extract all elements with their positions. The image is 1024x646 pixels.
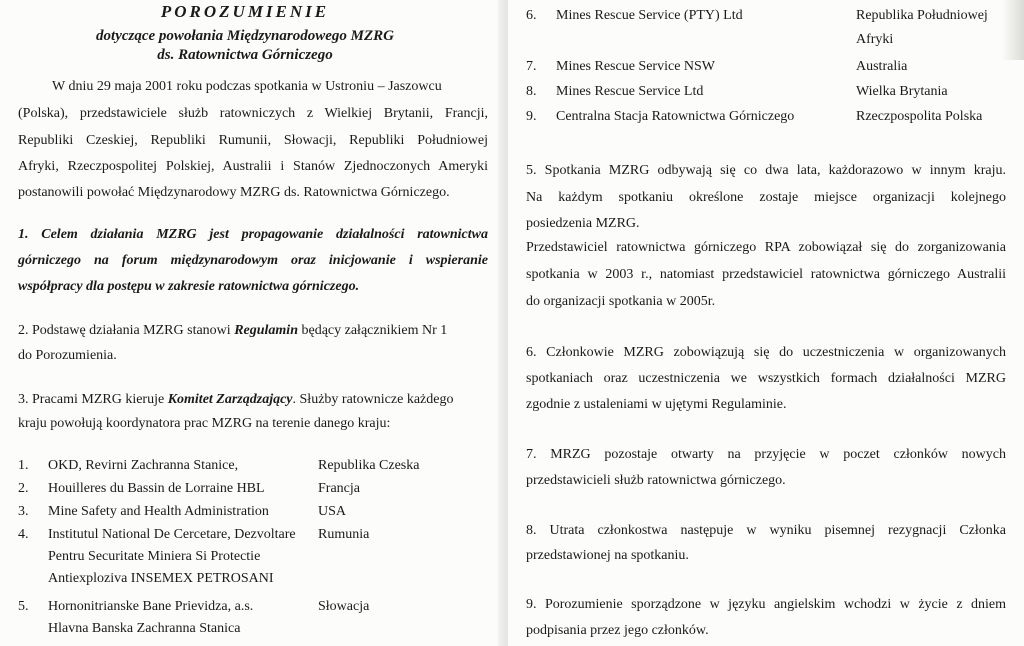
komitet-term: Komitet Zarządzający	[167, 392, 293, 407]
member-row-5: 5. Hornonitrianske Bane Prievidza, a.s. Hlavna Banska Zachranna Stanica Słowacja	[18, 599, 370, 636]
para5-line-2: Na każdym spotkaniu określone zostaje miejsce organizacji kolejnego	[526, 190, 1006, 205]
document-title: POROZUMIENIE	[160, 2, 330, 21]
para5-line-4: Przedstawiciel ratownictwa górniczego RPA zobowiązał się do zorganizowania	[526, 240, 1006, 255]
para1-line-1: 1. Celem działania MZRG jest propagowanie działalności ratownictwa	[18, 227, 488, 242]
para2-line-2: do Porozumienia.	[18, 348, 117, 363]
intro-line-4: Afryki, Rzeczpospolitej Polskiej, Australii i Stanów Zjednoczonych Ameryki	[18, 159, 488, 174]
left-page: POROZUMIENIE dotyczące powołania Międzynarodowego MZRG ds. Ratownictwa Górniczego W dniu 29 maja 2001 roku podczas spotkania w Ustroniu – Jaszowcu (Polska), przedstawiciele służb ratowniczych z Wielkiej Brytanii, Francji, Republiki Czeskiej, Republiki Rumunii, Słowacji, Republiki Południowej Afryki, Rzeczpospolitej Polskiej, Australii i Stanów Zjednoczonych Ameryki postanowili powołać Międzynarodowy MZRG ds. Ratownictwa Górniczego. 1. Celem działania MZRG jest propagowanie działalności ratownictwa górniczego na forum międzynarodowym oraz inicjowanie i wspieranie współpracy dla postępu w zakresie ratownictwa górniczego. 2. Podstawę działania MZRG stanowi Regulamin będący załącznikiem Nr 1 do Porozumienia. 3. Pracami MZRG kieruje Komitet Zarządzający. Służby ratownicze każdego kraju powołują koordynatora prac MZRG na terenie danego kraju: 1. OKD, Revirni Zachranna Stanice, Republika Czeska 2. Houilleres du Bassin de Lorraine HBL Francja 3. Mine Safety and Health Administration USA 4. Institutul National De Cercetare, Dezvoltare Pentru Securitate Miniera Si Protectie Antiexploziva INSEMEX PETROSANI Rumunia 5. Hornonitrianske Bane Prievidza, a.s. Hlavna Banska Zachranna Stanica Słowacja	[0, 0, 508, 646]
regulamin-term: Regulamin	[234, 323, 298, 338]
right-page: 6. Mines Rescue Service (PTY) Ltd Republika Południowej Afryki 7. Mines Rescue Service NSW Australia 8. Mines Rescue Service Ltd Wielka Brytania 9. Centralna Stacja Ratownictwa Górniczego Rzeczpospolita Polska 5. Spotkania MZRG odbywają się co dwa lata, każdorazowo w innym kraju. Na każdym spotkaniu określone zostaje miejsce organizacji kolejnego posiedzenia MZRG. Przedstawiciel ratownictwa górniczego RPA zobowiązał się do zorganizowania spotkania w 2003 r., natomiast przedstawiciel ratownictwa górniczego Australii do organizacji spotkania w 2005r. 6. Członkowie MZRG zobowiązują się do uczestniczenia w organizowanych spotkaniach oraz uczestniczenia we wszystkich formach działalności MZRG zgodnie z ustaleniami w ujętymi Regulaminie. 7. MRZG pozostaje otwarty na przyjęcie w poczet członków nowych przedstawicieli służb ratownictwa górniczego. 8. Utrata członkostwa następuje w wyniku pisemnej rezygnacji Członka przedstawionej na spotkaniu. 9. Porozumienie sporządzone w języku angielskim wchodzi w życie z dniem podpisania przez jego członków.	[508, 0, 1024, 646]
para7-line-2: przedstawicieli służb ratownictwa górniczego.	[526, 473, 786, 488]
para1-line-3: współpracy dla postępu w zakresie ratownictwa górniczego.	[18, 279, 360, 294]
member-row-6: 6. Mines Rescue Service (PTY) Ltd Republika Południowej Afryki	[526, 8, 988, 47]
para3-line-2: kraju powołują koordynatora prac MZRG na terenie danego kraju:	[18, 416, 391, 431]
para3-line-1: 3. Pracami MZRG kieruje Komitet Zarządzający. Służby ratownicze każdego	[18, 392, 454, 407]
member-row-4: 4. Institutul National De Cercetare, Dezvoltare Pentru Securitate Miniera Si Protectie Antiexploziva INSEMEX PETROSANI Rumunia	[18, 527, 370, 586]
intro-line-3: Republiki Czeskiej, Republiki Rumunii, Słowacji, Republiki Południowej	[18, 133, 488, 148]
para2-line-1: 2. Podstawę działania MZRG stanowi Regulamin będący załącznikiem Nr 1	[18, 323, 448, 338]
para9-line-2: podpisania przez jego członków.	[526, 623, 709, 638]
para8-line-1: 8. Utrata członkostwa następuje w wyniku pisemnej rezygnacji Członka	[526, 523, 1006, 538]
para9-line-1: 9. Porozumienie sporządzone w języku angielskim wchodzi w życie z dniem	[526, 597, 1006, 612]
intro-line-1: W dniu 29 maja 2001 roku podczas spotkania w Ustroniu – Jaszowcu	[52, 79, 442, 94]
para5-line-1: 5. Spotkania MZRG odbywają się co dwa lata, każdorazowo w innym kraju.	[526, 163, 1006, 178]
intro-line-2: (Polska), przedstawiciele służb ratowniczych z Wielkiej Brytanii, Francji,	[18, 106, 488, 121]
para5-line-6: do organizacji spotkania w 2005r.	[526, 294, 716, 309]
intro-line-5: postanowili powołać Międzynarodowy MZRG ds. Ratownictwa Górniczego.	[18, 185, 450, 200]
para1-line-2: górniczego na forum międzynarodowym oraz inicjowanie i wspieranie	[18, 253, 488, 268]
para8-line-2: przedstawionej na spotkaniu.	[526, 548, 689, 563]
document-subtitle-line1: dotyczące powołania Międzynarodowego MZRG	[96, 28, 394, 44]
para7-line-1: 7. MRZG pozostaje otwarty na przyjęcie w poczet członków nowych	[526, 447, 1006, 462]
document-subtitle-line2: ds. Ratownictwa Górniczego	[157, 47, 333, 63]
para6-line-1: 6. Członkowie MZRG zobowiązują się do uczestniczenia w organizowanych	[526, 345, 1006, 360]
para6-line-2: spotkaniach oraz uczestniczenia we wszystkich formach działalności MZRG	[526, 371, 1006, 386]
para5-line-5: spotkania w 2003 r., natomiast przedstawiciel ratownictwa górniczego Australii	[526, 267, 1006, 282]
para5-line-3: posiedzenia MZRG.	[526, 216, 640, 231]
para6-line-3: zgodnie z ustaleniami w ujętymi Regulaminie.	[526, 397, 787, 412]
